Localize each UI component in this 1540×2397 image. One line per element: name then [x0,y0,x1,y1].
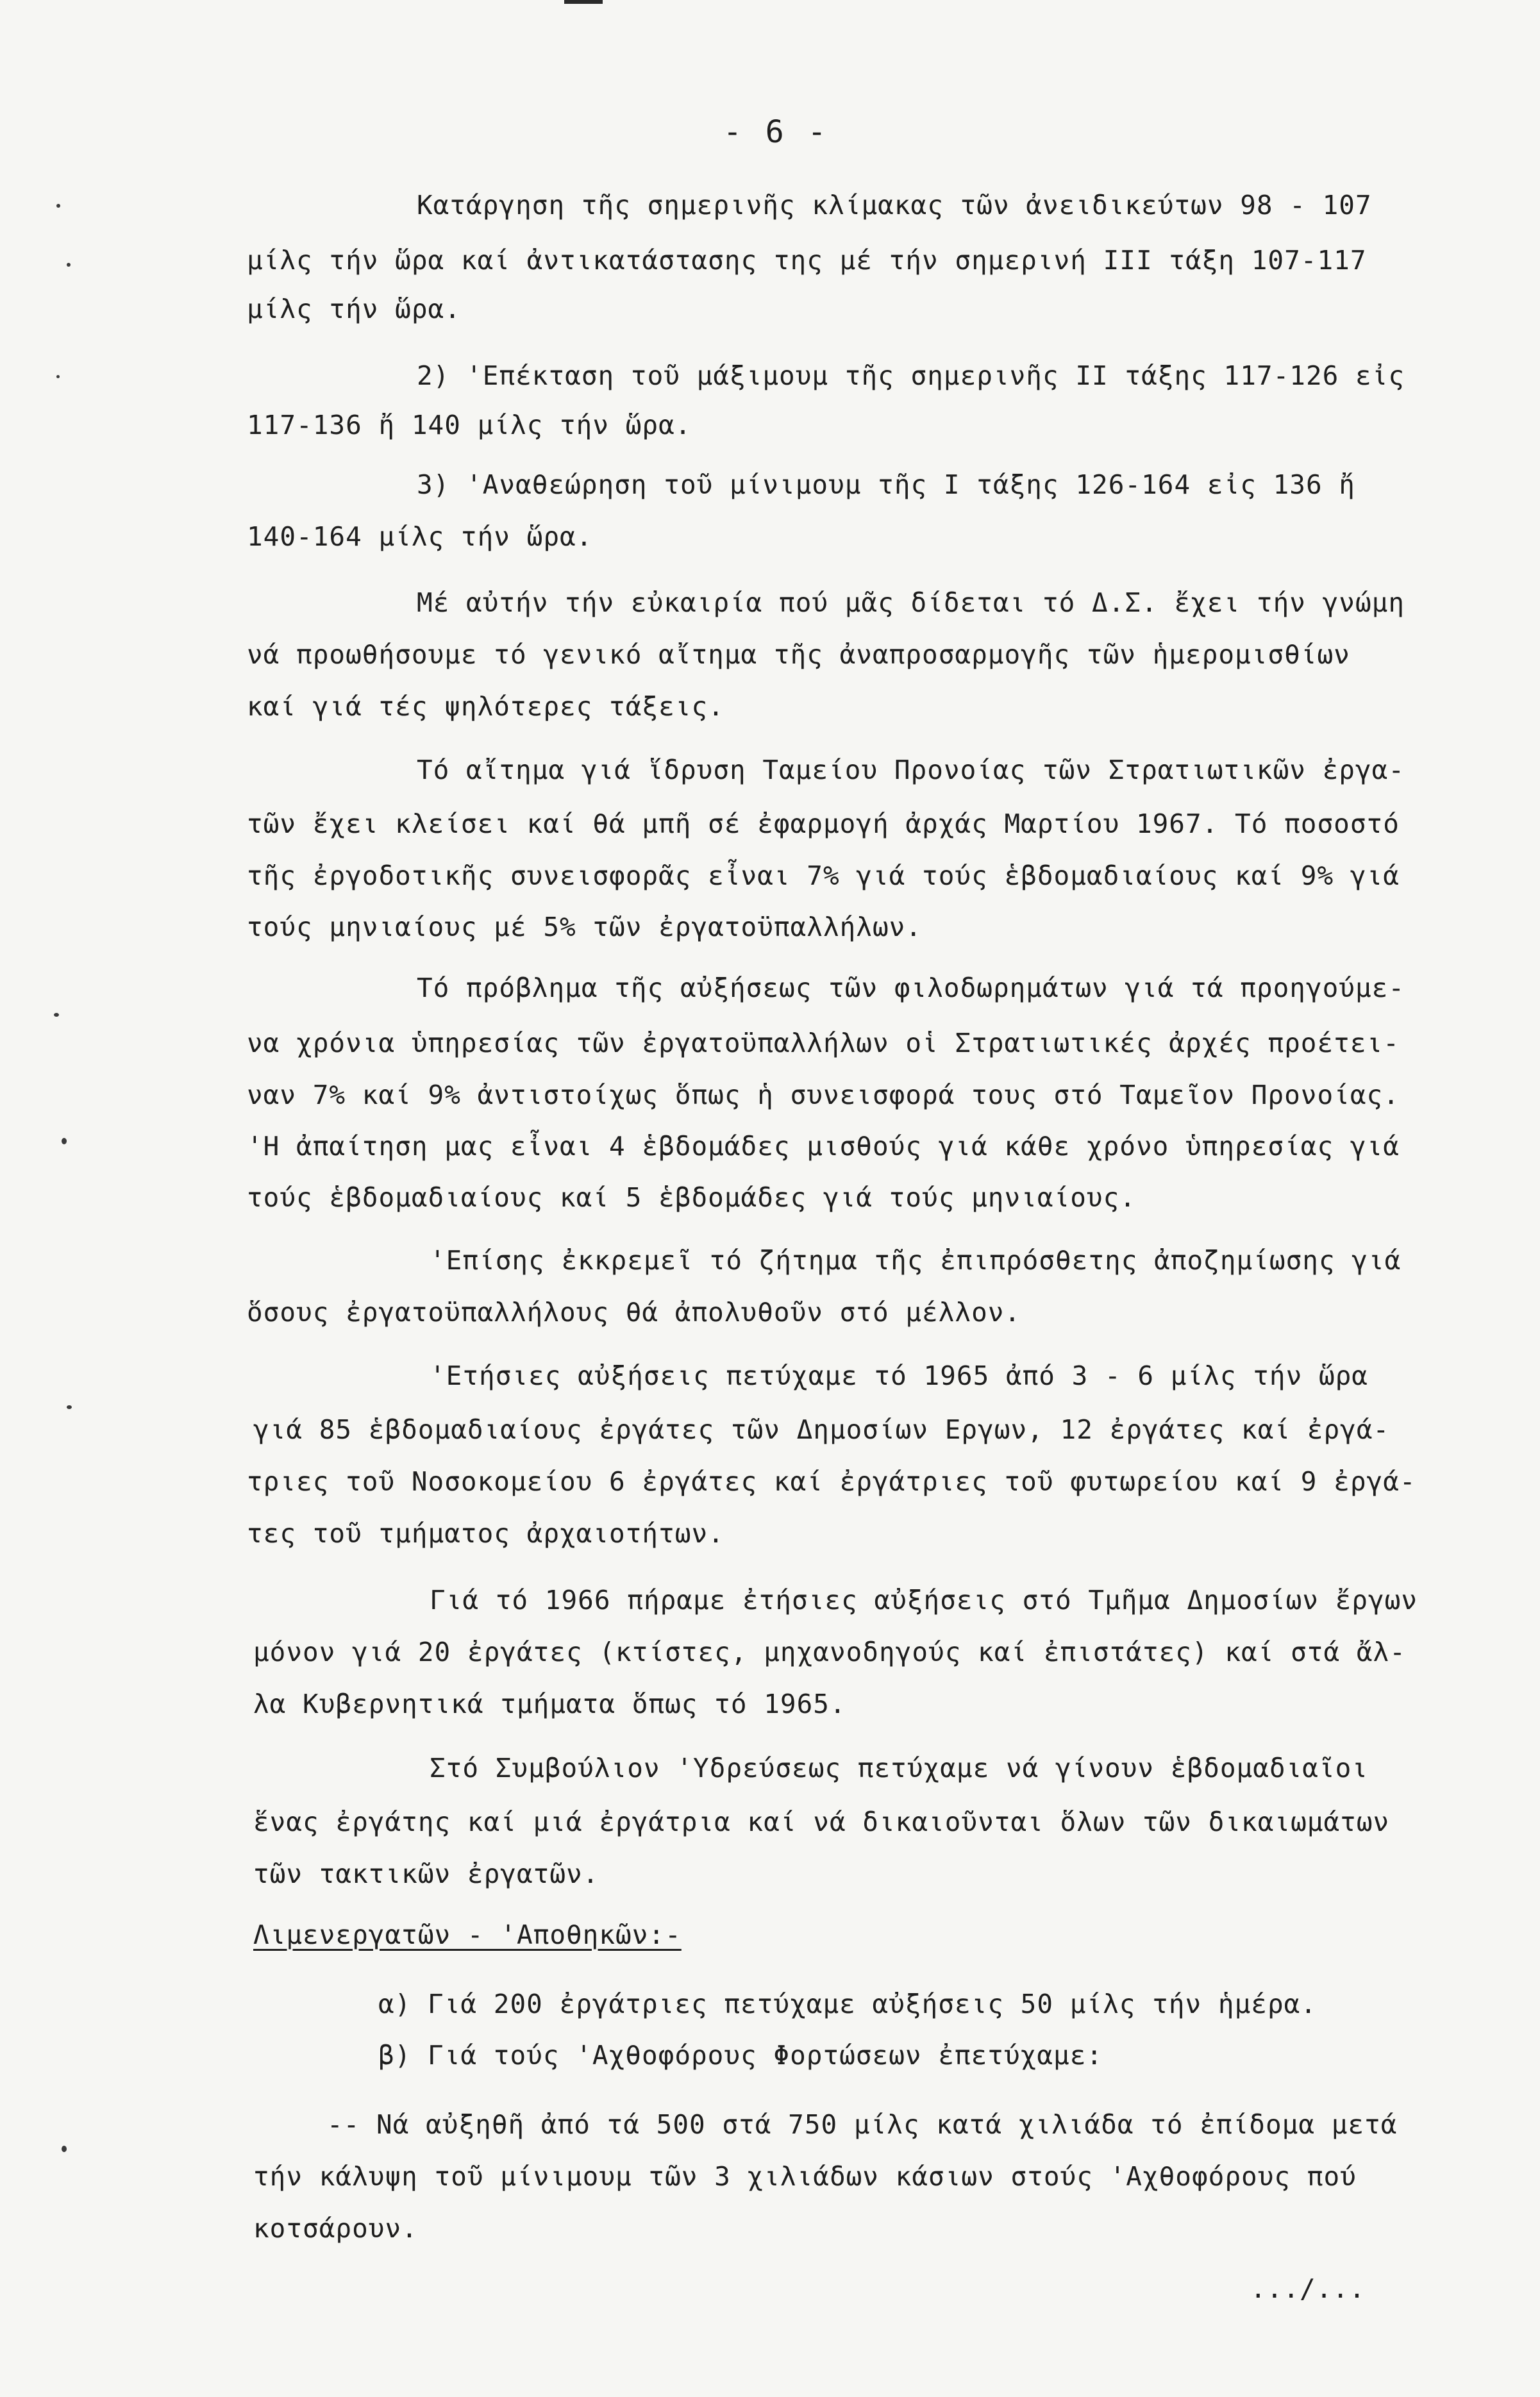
text-line: τούς μηνιαίους μέ 5% τῶν ἐργατοϋπαλλήλων. [247,912,923,942]
text-line: 140-164 μίλς τήν ὥρα. [247,521,593,552]
text-line: 'Η ἀπαίτηση μας εἶναι 4 ἑβδομάδες μισθούς γιά κάθε χρόνο ὑπηρεσίας γιά [247,1131,1400,1162]
text-line: τούς ἑβδομαδιαίους καί 5 ἑβδομάδες γιά τούς μηνιαίους. [247,1182,1136,1213]
text-line: μόνον γιά 20 ἐργάτες (κτίστες, μηχανοδηγούς καί ἐπιστάτες) καί στά ἄλ- [253,1637,1406,1667]
text-line: 3) 'Αναθεώρηση τοῦ μίνιμουμ τῆς Ι τάξης 126-164 εἰς 136 ἤ [417,469,1355,500]
text-line: Στό Συμβούλιον 'Υδρεύσεως πετύχαμε νά γίνουν ἑβδομαδιαῖοι [430,1753,1368,1783]
scan-speck [62,2146,67,2152]
text-line: β) Γιά τούς 'Αχθοφόρους Φορτώσεων ἐπετύχαμε: [378,2040,1103,2071]
text-line: τες τοῦ τμήματος ἀρχαιοτήτων. [247,1518,724,1549]
text-line: ἕνας ἐργάτης καί μιά ἐργάτρια καί νά δικαιοῦνται ὅλων τῶν δικαιωμάτων [253,1807,1390,1837]
text-line: 'Ετήσιες αὐξήσεις πετύχαμε τό 1965 ἀπό 3 - 6 μίλς τήν ὥρα [430,1360,1368,1391]
text-line: μίλς τήν ὥρα καί ἀντικατάστασης της μέ τήν σημερινή ΙΙΙ τάξη 107-117 [247,245,1367,276]
text-line: Μέ αὐτήν τήν εὐκαιρία πού μᾶς δίδεται τό Δ.Σ. ἔχει τήν γνώμη [417,587,1405,618]
continuation-marker: .../... [1250,2273,1366,2304]
scan-speck [67,1405,72,1409]
scan-speck [67,263,71,267]
text-line: τῆς ἐργοδοτικῆς συνεισφορᾶς εἶναι 7% γιά τούς ἑβδομαδιαίους καί 9% γιά [247,860,1400,891]
scan-artifact [564,0,603,4]
scan-speck [56,375,60,378]
text-line: α) Γιά 200 ἐργάτριες πετύχαμε αὐξήσεις 50 μίλς τήν ἡμέρα. [378,1989,1317,2019]
text-line: καί γιά τές ψηλότερες τάξεις. [247,691,724,722]
scan-speck [62,1138,67,1144]
text-line: τριες τοῦ Νοσοκομείου 6 ἐργάτες καί ἐργάτριες τοῦ φυτωρείου καί 9 ἐργά- [247,1466,1416,1497]
text-line: γιά 85 ἑβδομαδιαίους ἐργάτες τῶν Δημοσίων Εργων, 12 ἐργάτες καί ἐργά- [253,1414,1390,1445]
text-line: τῶν ἔχει κλείσει καί θά μπῆ σέ ἐφαρμογή ἀρχάς Μαρτίου 1967. Τό ποσοστό [247,808,1400,839]
page-number: - 6 - [723,114,829,150]
text-line: 'Επίσης ἐκκρεμεῖ τό ζήτημα τῆς ἐπιπρόσθετης ἀποζημίωσης γιά [430,1245,1402,1276]
text-line: Τό πρόβλημα τῆς αὐξήσεως τῶν φιλοδωρημάτων γιά τά προηγούμε- [417,973,1405,1003]
text-line: -- Νά αὐξηθῆ ἀπό τά 500 στά 750 μίλς κατά χιλιάδα τό ἐπίδομα μετά [327,2109,1398,2140]
text-line: ναν 7% καί 9% ἀντιστοίχως ὅπως ἡ συνεισφορά τους στό Ταμεῖον Προνοίας. [247,1080,1400,1110]
scan-speck [56,204,60,208]
text-line: Τό αἴτημα γιά ἵδρυση Ταμείου Προνοίας τῶν Στρατιωτικῶν ἐργα- [417,755,1405,785]
text-line: 117-136 ἤ 140 μίλς τήν ὥρα. [247,410,692,440]
text-line: Γιά τό 1966 πήραμε ἐτήσιες αὐξήσεις στό Τμῆμα Δημοσίων ἔργων [430,1585,1418,1616]
text-line: τήν κάλυψη τοῦ μίνιμουμ τῶν 3 χιλιάδων κάσιων στούς 'Αχθοφόρους πού [253,2161,1357,2192]
text-line: νά προωθήσουμε τό γενικό αἴτημα τῆς ἀναπροσαρμογῆς τῶν ἡμερομισθίων [247,639,1350,670]
section-heading: Λιμενεργατῶν - 'Αποθηκῶν:- [253,1919,682,1950]
text-line: ὅσους ἐργατοϋπαλλήλους θά ἀπολυθοῦν στό μέλλον. [247,1297,1021,1328]
text-line: κοτσάρουν. [253,2213,418,2244]
text-line: λα Κυβερνητικά τμήματα ὅπως τό 1965. [253,1689,846,1719]
text-line: 2) 'Επέκταση τοῦ μάξιμουμ τῆς σημερινῆς ΙΙ τάξης 117-126 εἰς [417,360,1405,391]
text-line: Κατάργηση τῆς σημερινῆς κλίμακας τῶν ἀνειδικεύτων 98 - 107 [417,190,1372,221]
text-line: μίλς τήν ὥρα. [247,294,461,324]
scan-speck [54,1013,59,1017]
text-line: να χρόνια ὑπηρεσίας τῶν ἐργατοϋπαλλήλων οἱ Στρατιωτικές ἀρχές προέτει- [247,1028,1400,1058]
text-line: τῶν τακτικῶν ἐργατῶν. [253,1858,599,1889]
